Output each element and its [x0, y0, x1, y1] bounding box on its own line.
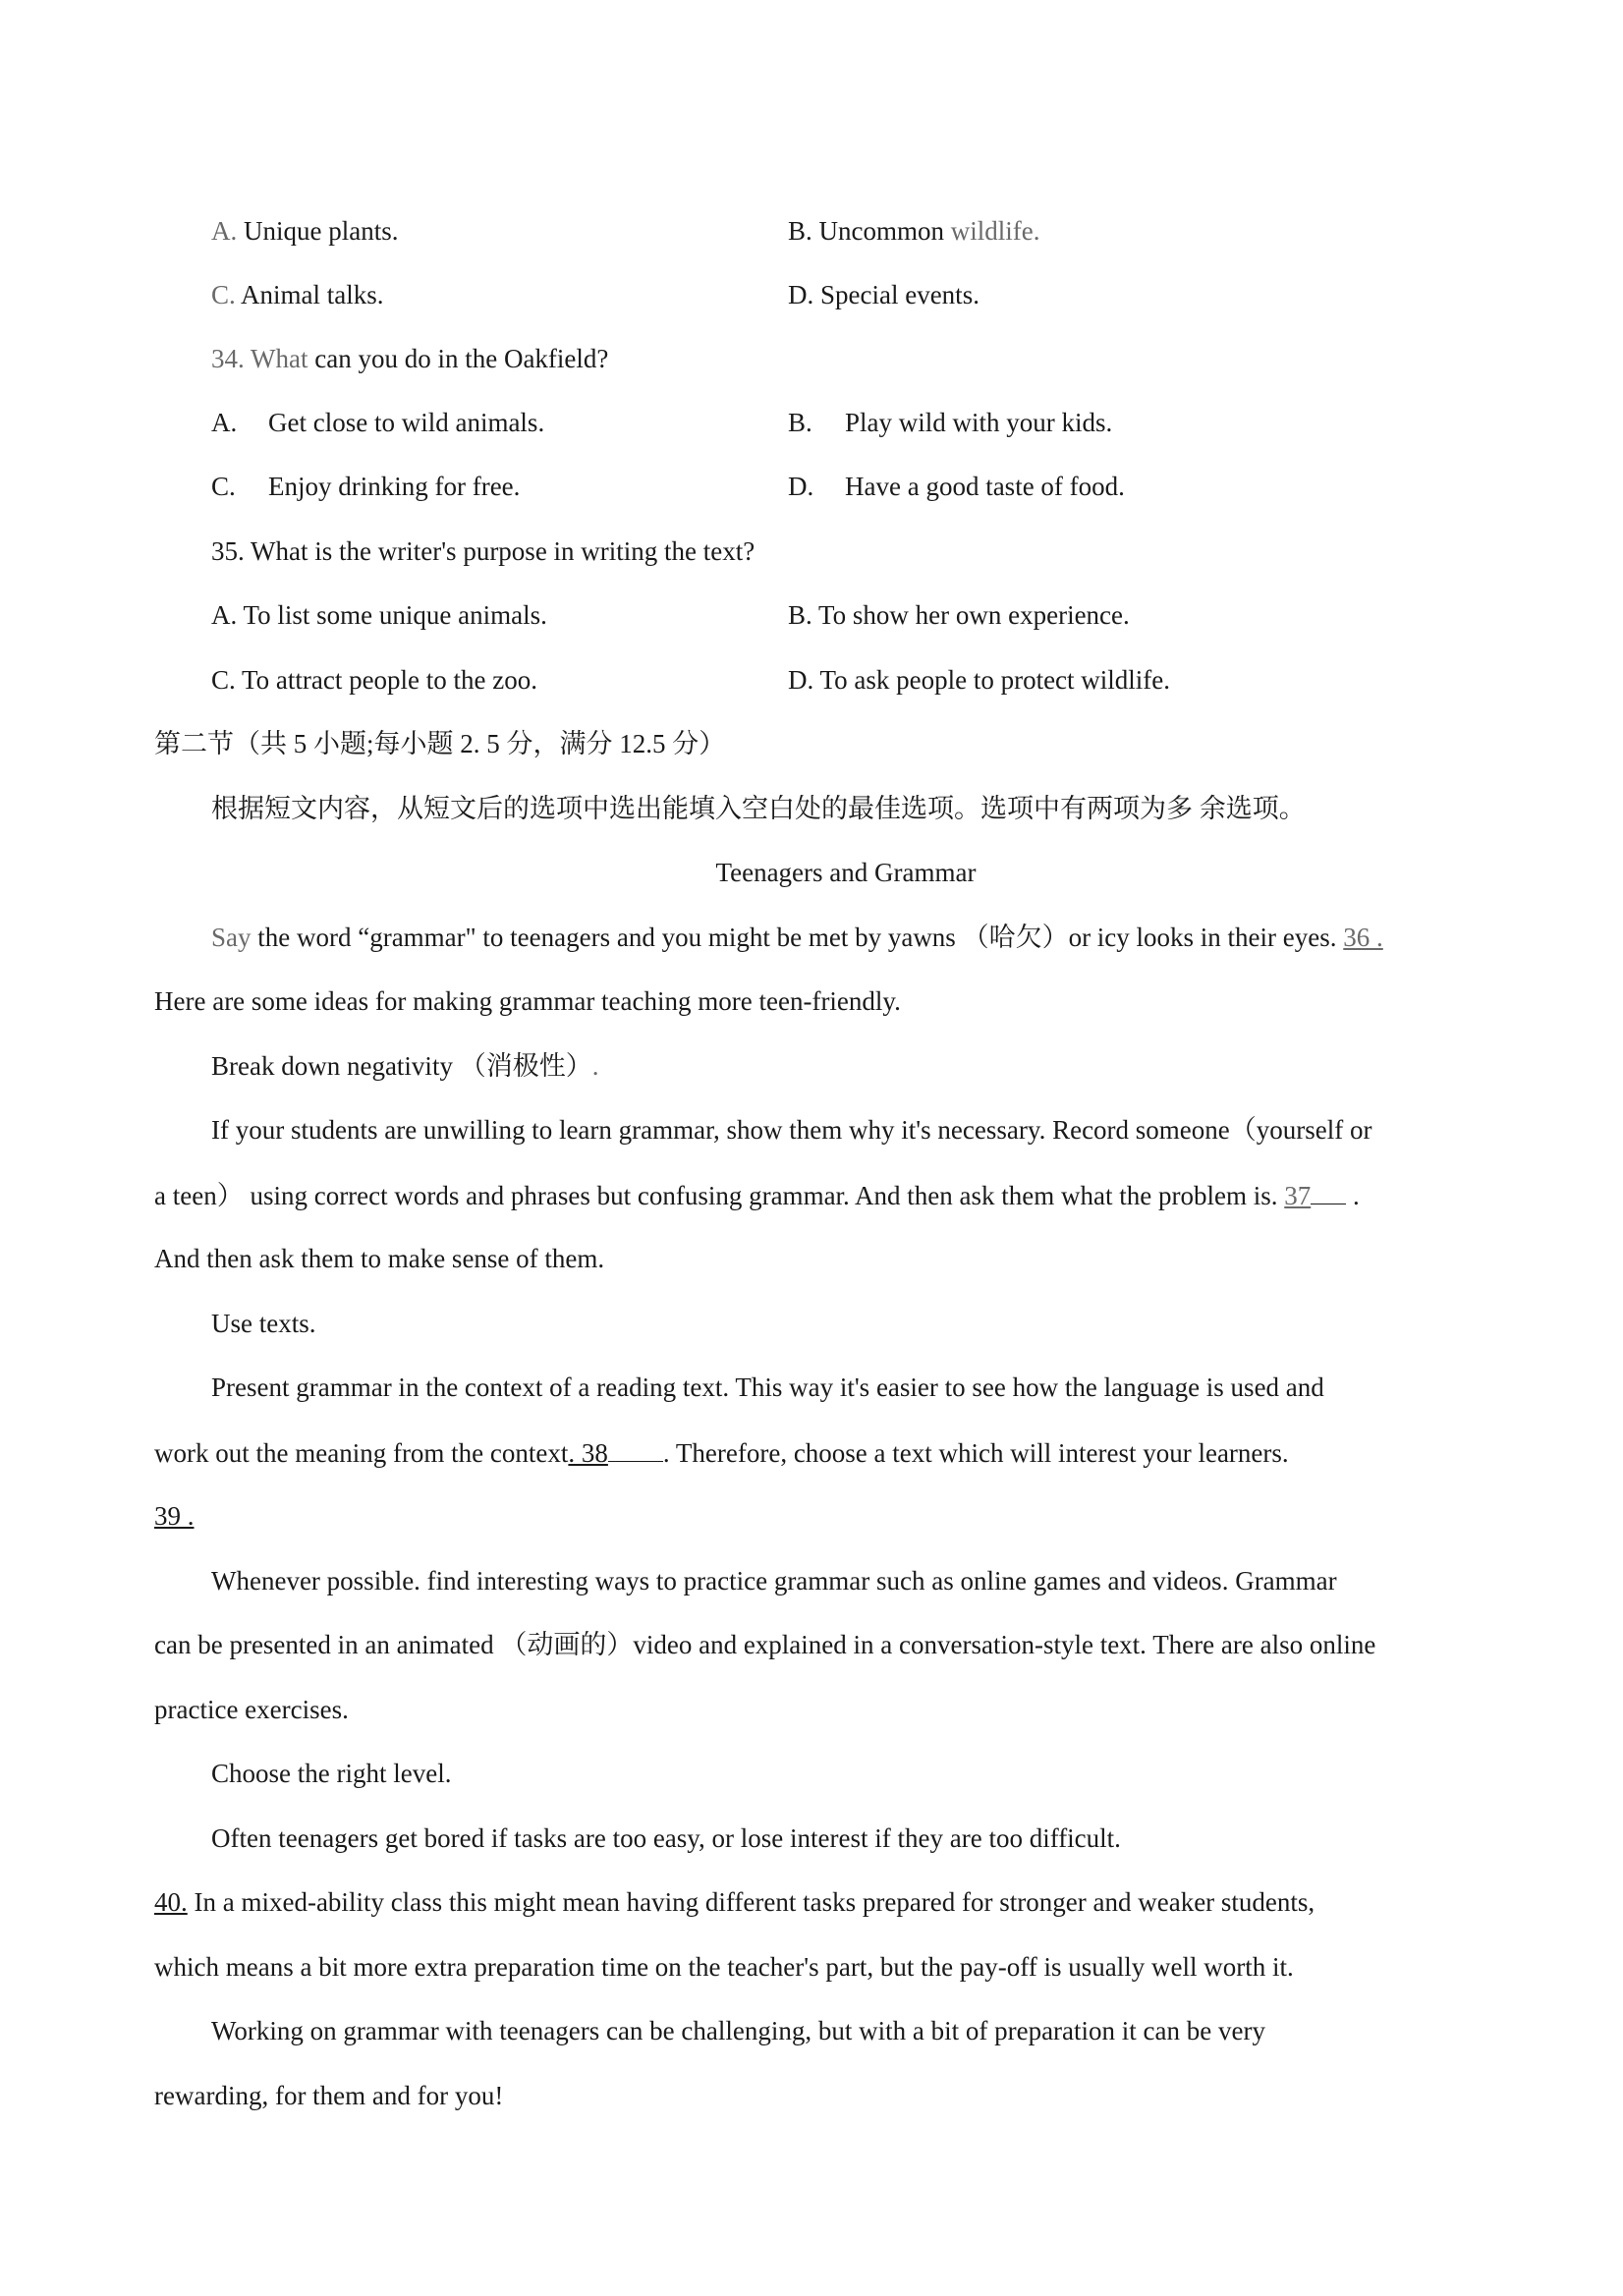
q33-option-b [788, 214, 1039, 248]
paragraph-3-line-2 [154, 1435, 1289, 1470]
paragraph-2-line-1: If your students are unwilling to learn grammar, show them why it's necessary. Record someone（yourself or [211, 1115, 1372, 1145]
q33-option-c [211, 278, 384, 311]
blank-39-label: 39 . [154, 1501, 195, 1531]
q35-option-d: D. To ask people to protect wildlife. [788, 665, 1171, 695]
option-letter: C. [211, 472, 236, 501]
question-number: 34. [211, 344, 252, 373]
q34-option-d [788, 470, 1125, 503]
blank-40: 40. [154, 1887, 188, 1917]
paragraph-3-line-1: Present grammar in the context of a reading text. This way it's easier to see how the language is used and [211, 1372, 1324, 1402]
option-letter: D. [788, 472, 814, 501]
paragraph-text: work out the meaning from the context [154, 1438, 569, 1468]
question-word: What [251, 344, 308, 373]
question-text: can you do in the Oakfield? [308, 344, 609, 373]
paragraph-2-line-2 [154, 1178, 1360, 1212]
option-text: B. Uncommon [788, 216, 951, 246]
option-text: Enjoy drinking for free. [268, 472, 521, 501]
option-text: Unique plants. [237, 216, 399, 246]
blank-36: 36 . [1343, 923, 1383, 952]
option-text: D. Special events. [788, 280, 979, 309]
paragraph-text-cont: . Therefore, choose a text which will interest your learners. [662, 1438, 1289, 1468]
paragraph-4-line-3: practice exercises. [154, 1695, 349, 1724]
option-text-tail: wildlife. [950, 216, 1040, 246]
blank-38-underline [608, 1435, 663, 1462]
paragraph-text: In a mixed-ability class this might mean having different tasks prepared for stronger and weaker students, [187, 1887, 1315, 1917]
subheading-use-texts: Use texts. [211, 1309, 316, 1338]
option-text: Get close to wild animals. [268, 408, 545, 437]
subheading-choose-right-level: Choose the right level. [211, 1759, 452, 1788]
paragraph-4-line-1: Whenever possible. find interesting ways to practice grammar such as online games and videos. Grammar [211, 1566, 1337, 1596]
passage-title: Teenagers and Grammar [715, 858, 977, 887]
q33-option-d [788, 278, 979, 311]
paragraph-5-line-1: Often teenagers get bored if tasks are too easy, or lose interest if they are too difficult. [211, 1823, 1121, 1853]
subheading-text: Break down negativity （消极性） [211, 1051, 592, 1081]
opening-word: Say [211, 923, 252, 952]
q34-stem [211, 342, 608, 375]
paragraph-5-line-2 [154, 1885, 1315, 1919]
q34-option-c [211, 470, 520, 503]
option-text: Have a good taste of food. [845, 472, 1125, 501]
paragraph-text: a teen） using correct words and phrases but confusing grammar. And then ask them what the problem is. [154, 1181, 1285, 1210]
q34-option-a [211, 406, 544, 439]
q35-stem: 35. What is the writer's purpose in writing the text? [211, 536, 756, 566]
option-letter: A. [211, 408, 238, 437]
paragraph-6-line-2: rewarding, for them and for you! [154, 2081, 504, 2110]
paragraph-4-line-2: can be presented in an animated （动画的）video and explained in a conversation-style text. There are also online [154, 1630, 1376, 1659]
blank-37-underline [1311, 1178, 1346, 1204]
blank-39 [154, 1499, 195, 1533]
blank-37-tail: . [1346, 1181, 1360, 1210]
paragraph-text: the word “grammar" to teenagers and you might be met by yawns （哈欠）or icy looks in their eyes. [251, 923, 1344, 952]
paragraph-1-line-1 [211, 921, 1383, 954]
blank-37: 37 [1284, 1181, 1312, 1210]
blank-38: . 38 [568, 1438, 608, 1468]
paragraph-1-line-2: Here are some ideas for making grammar teaching more teen-friendly. [154, 986, 901, 1016]
option-letter: C. [211, 280, 236, 309]
option-letter: B. [788, 408, 812, 437]
paragraph-5-line-3: which means a bit more extra preparation time on the teacher's part, but the pay-off is usually well worth it. [154, 1952, 1294, 1982]
option-text: Animal talks. [235, 280, 384, 309]
q35-option-a: A. To list some unique animals. [211, 600, 547, 630]
q33-option-a [211, 214, 398, 248]
paragraph-6-line-1: Working on grammar with teenagers can be challenging, but with a bit of preparation it can be very [211, 2016, 1265, 2045]
subheading-tail: . [591, 1051, 599, 1081]
q35-option-c: C. To attract people to the zoo. [211, 665, 538, 695]
option-text: Play wild with your kids. [845, 408, 1113, 437]
section-heading: 第二节（共 5 小题;每小题 2. 5 分，满分 12.5 分） [154, 729, 726, 758]
subheading-break-down-negativity [211, 1049, 598, 1083]
option-letter: A. [211, 216, 238, 246]
q34-option-b [788, 406, 1112, 439]
paragraph-2-line-3: And then ask them to make sense of them. [154, 1244, 605, 1273]
section-instruction: 根据短文内容，从短文后的选项中选出能填入空白处的最佳选项。选项中有两项为多 余选项。 [211, 794, 1306, 823]
q35-option-b: B. To show her own experience. [788, 600, 1130, 630]
